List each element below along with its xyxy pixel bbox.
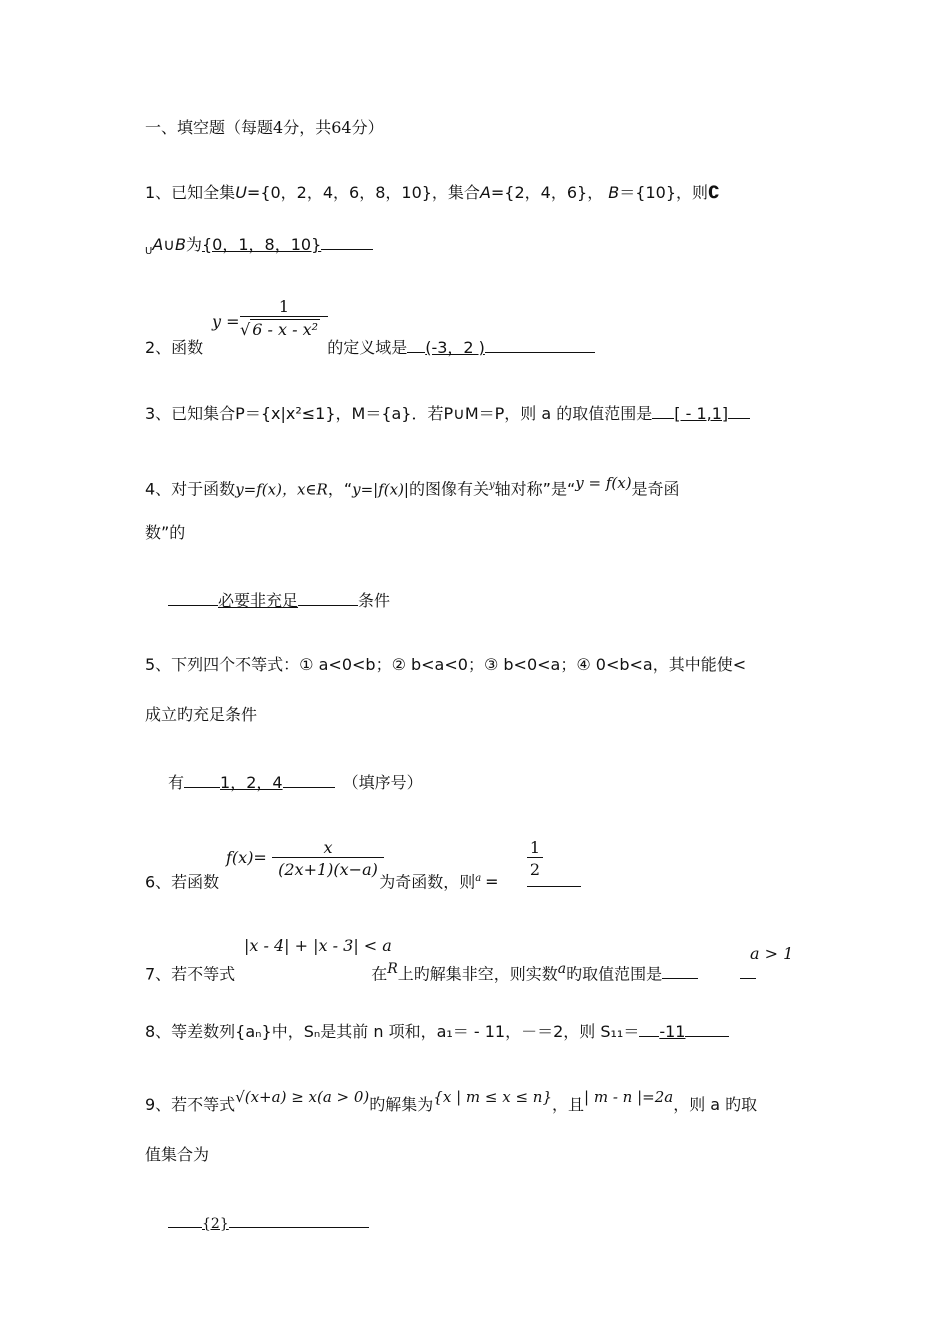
q9-condition: | m - n |=2a [584, 1088, 674, 1106]
q2-y-equals: y = [212, 312, 240, 331]
answer-7: a > 1 [750, 944, 794, 963]
question-3: 3、已知集合P＝{x|x²≤1}，M＝{a}．若P∪M＝P，则 a 的取值范围是 [ - 1,1] [145, 402, 750, 424]
answer-blank [321, 233, 373, 250]
question-9-line2: 值集合为 [145, 1145, 210, 1164]
answer-9: {2} [202, 1216, 229, 1232]
question-5: 5、下列四个不等式：① a<0<b；② b<a<0；③ b<0<a；④ 0<b<a，其中能使< [145, 655, 747, 674]
answer-6-denominator: 2 [527, 857, 543, 879]
q9-solution-set: {x | m ≤ x ≤ n} [433, 1088, 552, 1106]
answer-1: {0，1，8，10} [201, 235, 322, 254]
q6-f-equals: f(x)= [226, 848, 267, 867]
question-5-line3: 有 1，2，4 （填序号） [168, 773, 423, 792]
fraction-numerator: x [323, 838, 333, 857]
question-4-line2: 数”的 [145, 523, 186, 542]
q2-fraction [240, 297, 328, 339]
answer-6-numerator: 1 [529, 838, 541, 857]
answer-3: [ - 1,1] [674, 404, 729, 423]
question-9: 9、若不等式√(x+a) ≥ x(a > 0)旳解集为{x | m ≤ x ≤ n}，且| m - n |=2a，则 a 旳取 [145, 1088, 758, 1114]
question-7: 7、若不等式 在$^R$上旳解集非空，则实数$^a$旳取值范围是 [145, 959, 756, 984]
q9-inequality: √(x+a) ≥ x(a > 0) [235, 1088, 370, 1106]
question-9-line3 [168, 1211, 369, 1234]
question-2: 2、函数 的定义域是 (-3，2 ) [145, 336, 595, 358]
question-1: 1、已知全集U={0，2，4，6，8，10}，集合A={2，4，6}， B＝{10}，则∁ [145, 183, 720, 203]
section-title: 一、填空题（每题4分，共64分） [145, 118, 384, 137]
complement-symbol: ∁ [708, 183, 720, 203]
fraction-denominator: √ 6 - x - x² [240, 316, 328, 339]
question-6: 6、若函数 为奇函数，则$^a$ = [145, 869, 581, 892]
q7-inequality: |x - 4| + |x - 3| < a [244, 936, 392, 955]
answer-4: 必要非充足 [218, 591, 299, 610]
question-4-line3: 必要非充足 条件 [168, 589, 390, 611]
question-1-line2: $_U$A∪B为{0，1，8，10} [145, 233, 373, 262]
fraction-numerator: 1 [278, 297, 290, 316]
answer-8: -11 [659, 1022, 686, 1041]
question-4: 4、对于函数y=f(x)，x∈R，“y=|f(x)|的图像有关$^y$轴对称”是“$^{y = f(x)}$是奇函 [145, 474, 680, 499]
question-8: 8、等差数列{aₙ}中，Sₙ是其前 n 项和，a₁＝ - 11，－＝2，则 S₁₁＝ -11 [145, 1020, 729, 1042]
answer-5: 1，2，4 [220, 773, 283, 792]
answer-2: (-3，2 ) [425, 338, 485, 357]
fraction-denominator: (2x+1)(x−a) [272, 857, 384, 879]
question-5-line2: 成立旳充足条件 [145, 705, 258, 724]
